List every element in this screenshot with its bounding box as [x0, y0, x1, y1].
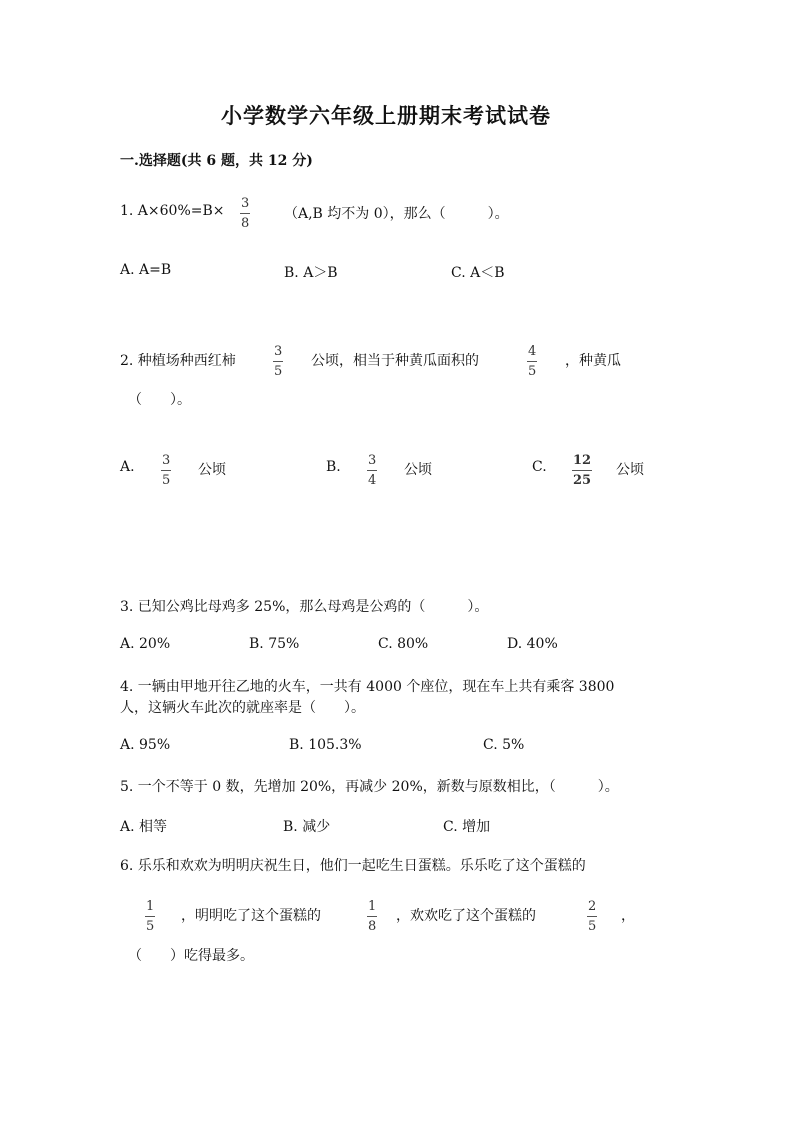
q5-option-b: B. 减少: [283, 819, 331, 835]
q2-option-b-unit: 公顷: [404, 462, 432, 478]
q2-fraction-1-denominator: 5: [274, 364, 283, 379]
q2-option-c-denominator: 25: [573, 473, 592, 488]
q2-option-c-unit: 公顷: [616, 462, 644, 478]
q4-option-a: A. 95%: [120, 737, 171, 753]
q1-stem-end: （A,B 均不为 0），那么（ ）。: [284, 206, 509, 222]
q3-stem: 3. 已知公鸡比母鸡多 25%，那么母鸡是公鸡的（ ）。: [120, 599, 489, 615]
q2-option-a-label: A.: [120, 459, 135, 475]
q2-stem-middle: 公顷，相当于种黄瓜面积的: [311, 353, 479, 369]
fraction-bar: [161, 470, 171, 471]
fraction-bar: [587, 916, 597, 917]
q6-text-c: ，: [621, 908, 635, 924]
page-title: 小学数学六年级上册期末考试试卷: [221, 103, 551, 128]
q5-option-a: A. 相等: [120, 819, 168, 835]
q2-blank-line: （ ）。: [128, 392, 191, 408]
q5-stem: 5. 一个不等于 0 数，先增加 20%，再减少 20%，新数与原数相比，（ ）。: [120, 779, 619, 795]
q2-stem-end: ，种黄瓜: [565, 353, 621, 369]
q2-fraction-2: [527, 344, 537, 379]
fraction-bar: [527, 361, 537, 362]
q2-fraction-2-numerator: 4: [528, 344, 537, 359]
q2-option-c-fraction: [572, 453, 592, 488]
q2-fraction-1-numerator: 3: [274, 344, 283, 359]
q6-fraction-3-denominator: 5: [588, 919, 597, 934]
fraction-bar: [367, 916, 377, 917]
q6-stem-line-3: （ ）吃得最多。: [128, 948, 254, 964]
q1-option-b: B. A＞B: [284, 265, 338, 281]
q2-option-c-numerator: 12: [573, 453, 592, 468]
q2-option-b-denominator: 4: [368, 473, 377, 488]
q3-option-d: D. 40%: [507, 636, 558, 652]
q1-option-c: C. A＜B: [451, 265, 505, 281]
q1-fraction: [240, 196, 250, 231]
q6-fraction-1: [145, 899, 155, 934]
q2-fraction-2-denominator: 5: [528, 364, 537, 379]
q2-option-a-denominator: 5: [162, 473, 171, 488]
q3-option-b: B. 75%: [249, 636, 300, 652]
fraction-bar: [240, 213, 250, 214]
q4-stem-line-1: 4. 一辆由甲地开往乙地的火车，一共有 4000 个座位，现在车上共有乘客 3800: [120, 679, 615, 695]
q3-option-a: A. 20%: [120, 636, 171, 652]
q2-fraction-1: [273, 344, 283, 379]
q6-fraction-3: [587, 899, 597, 934]
fraction-bar: [367, 470, 377, 471]
q2-option-b-label: B.: [326, 459, 341, 475]
q4-option-c: C. 5%: [483, 737, 525, 753]
q2-stem-start: 2. 种植场种西红柿: [120, 353, 236, 369]
q2-option-a-unit: 公顷: [198, 462, 226, 478]
q4-option-b: B. 105.3%: [289, 737, 362, 753]
fraction-bar: [273, 361, 283, 362]
q6-stem-line-1: 6. 乐乐和欢欢为明明庆祝生日，他们一起吃生日蛋糕。乐乐吃了这个蛋糕的: [120, 858, 586, 874]
q2-option-c-label: C.: [532, 459, 547, 475]
q5-option-c: C. 增加: [443, 819, 491, 835]
q6-fraction-2-denominator: 8: [368, 919, 377, 934]
fraction-bar: [145, 916, 155, 917]
q3-option-c: C. 80%: [378, 636, 429, 652]
q6-fraction-1-denominator: 5: [146, 919, 155, 934]
q6-text-b: ，欢欢吃了这个蛋糕的: [396, 908, 536, 924]
q2-option-b-fraction: [367, 453, 377, 488]
q1-stem-start: 1. A×60%=B×: [120, 203, 225, 219]
q6-fraction-1-numerator: 1: [146, 899, 155, 914]
fraction-bar: [572, 470, 592, 471]
q4-stem-line-2: 人，这辆火车此次的就座率是（ ）。: [120, 700, 365, 716]
q6-text-a: ，明明吃了这个蛋糕的: [181, 908, 321, 924]
q6-fraction-2: [367, 899, 377, 934]
q1-option-a: A. A=B: [120, 262, 172, 278]
q2-option-a-numerator: 3: [162, 453, 171, 468]
q1-fraction-numerator: 3: [241, 196, 250, 211]
q2-option-a-fraction: [161, 453, 171, 488]
q6-fraction-2-numerator: 1: [368, 899, 377, 914]
section-heading: 一.选择题(共 6 题，共 12 分): [120, 153, 313, 169]
q1-fraction-denominator: 8: [241, 216, 250, 231]
q6-fraction-3-numerator: 2: [588, 899, 597, 914]
q2-option-b-numerator: 3: [368, 453, 377, 468]
